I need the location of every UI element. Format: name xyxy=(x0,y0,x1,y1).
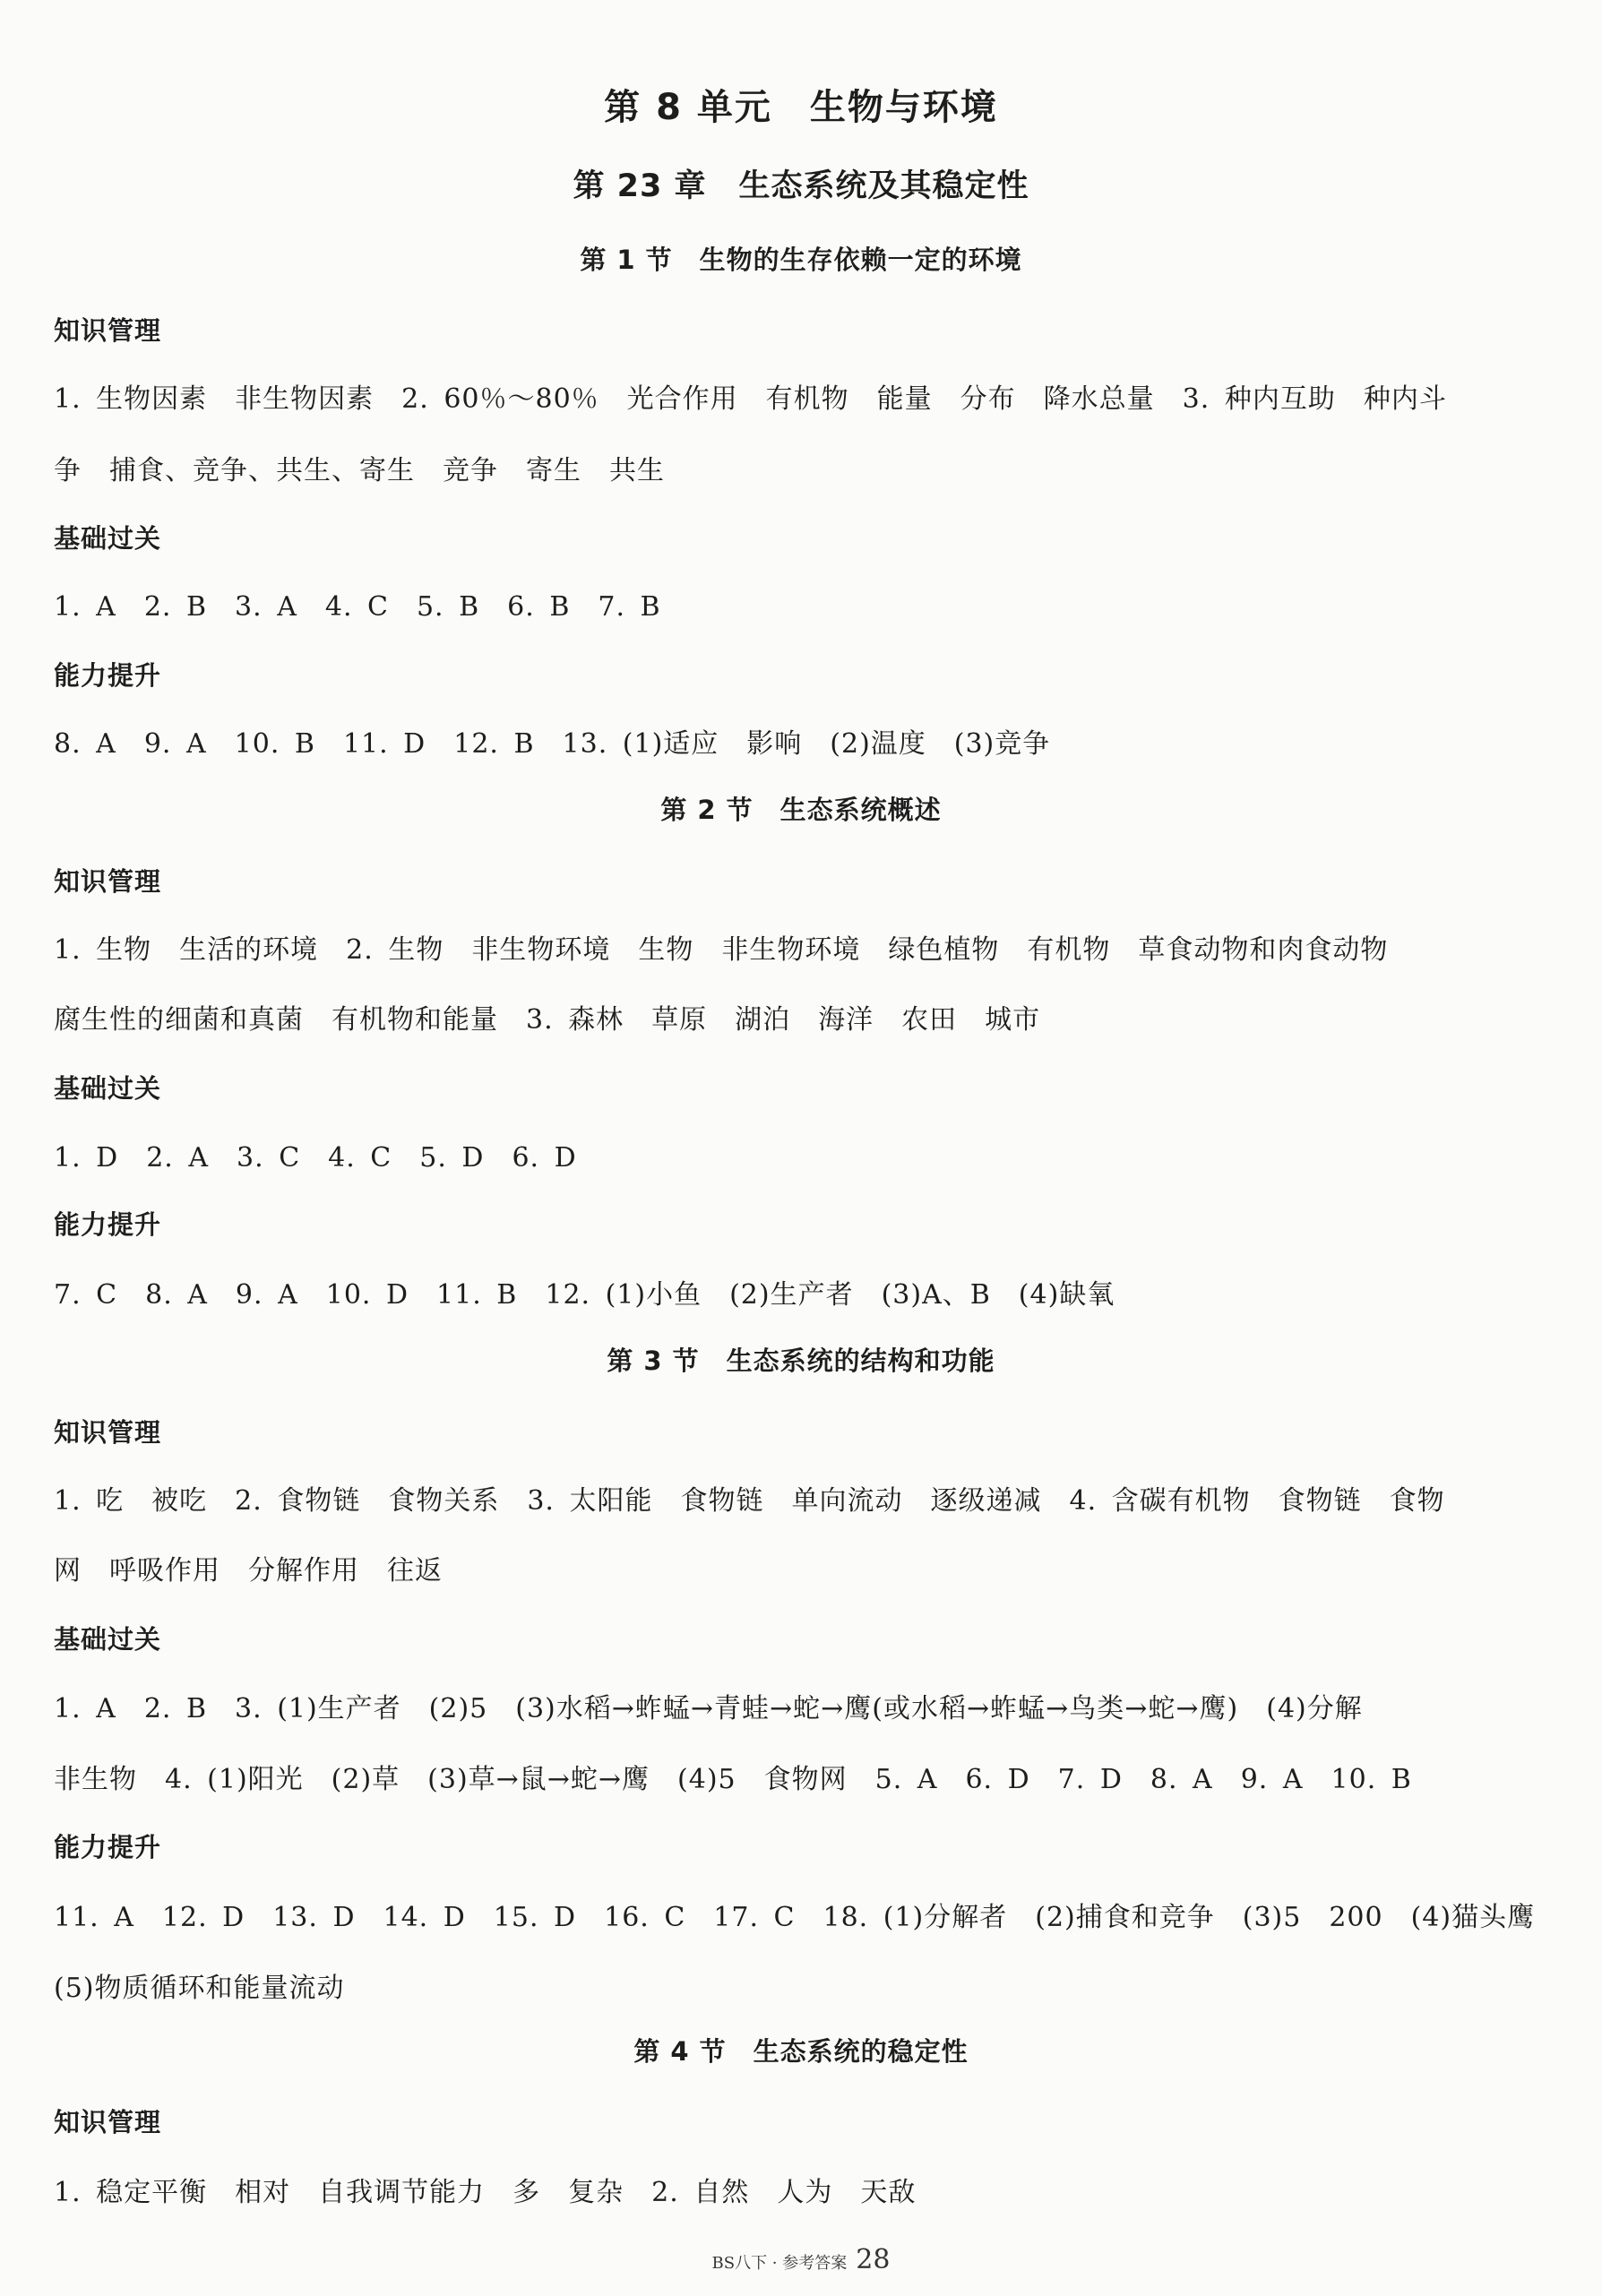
block-heading: 基础过关 xyxy=(54,1073,162,1104)
block-heading: 基础过关 xyxy=(54,523,162,554)
answer-line: 1. D 2. A 3. C 4. C 5. D 6. D xyxy=(54,1142,577,1174)
answer-line: 非生物 4. (1)阳光 (2)草 (3)草→鼠→蛇→鹰 (4)5 食物网 5. A 6. D 7. D 8. A 9. A 10. B xyxy=(54,1764,1412,1795)
answer-line: 8. A 9. A 10. B 11. D 12. B 13. (1)适应 影响 (2)温度 (3)竞争 xyxy=(54,728,1051,760)
answer-line: 11. A 12. D 13. D 14. D 15. D 16. C 17. C 18. (1)分解者 (2)捕食和竞争 (3)5 200 (4)猫头鹰 xyxy=(54,1902,1536,1933)
answer-line: 1. 稳定平衡 相对 自我调节能力 多 复杂 2. 自然 人为 天敌 xyxy=(54,2177,917,2208)
answer-line: 1. 吃 被吃 2. 食物链 食物关系 3. 太阳能 食物链 单向流动 逐级递减 4. 含碳有机物 食物链 食物 xyxy=(54,1485,1445,1517)
block-heading: 基础过关 xyxy=(54,1624,162,1655)
answer-line: 网 呼吸作用 分解作用 往返 xyxy=(54,1555,443,1587)
block-heading: 能力提升 xyxy=(54,1209,162,1240)
block-heading: 知识管理 xyxy=(54,315,162,346)
answer-line: 1. A 2. B 3. (1)生产者 (2)5 (3)水稻→蚱蜢→青蛙→蛇→鹰(或水稻→蚱蜢→鸟类→蛇→鹰) (4)分解 xyxy=(54,1693,1363,1724)
section-title: 第 2 节 生态系统概述 xyxy=(660,795,942,825)
answer-line: 争 捕食、竞争、共生、寄生 竞争 寄生 共生 xyxy=(54,455,665,486)
chapter-title: 第 23 章 生态系统及其稳定性 xyxy=(573,168,1029,204)
section-title: 第 3 节 生态系统的结构和功能 xyxy=(607,1346,995,1376)
page-number: 28 xyxy=(856,2244,891,2275)
block-heading: 知识管理 xyxy=(54,866,162,897)
answer-line: 1. 生物因素 非生物因素 2. 60％～80％ 光合作用 有机物 能量 分布 降水总量 3. 种内互助 种内斗 xyxy=(54,383,1447,415)
block-heading: 知识管理 xyxy=(54,1417,162,1448)
section-title: 第 4 节 生态系统的稳定性 xyxy=(633,2036,969,2067)
answer-line: 7. C 8. A 9. A 10. D 11. B 12. (1)小鱼 (2)生产者 (3)A、B (4)缺氧 xyxy=(54,1279,1115,1311)
block-heading: 能力提升 xyxy=(54,660,162,691)
footer-label: BS八下 · 参考答案 xyxy=(711,2254,848,2273)
answer-line: 1. 生物 生活的环境 2. 生物 非生物环境 生物 非生物环境 绿色植物 有机物 草食动物和肉食动物 xyxy=(54,934,1389,966)
block-heading: 能力提升 xyxy=(54,1832,162,1862)
unit-title: 第 8 单元 生物与环境 xyxy=(604,87,998,128)
block-heading: 知识管理 xyxy=(54,2107,162,2137)
answer-line: (5)物质循环和能量流动 xyxy=(54,1973,345,2004)
answer-line: 腐生性的细菌和真菌 有机物和能量 3. 森林 草原 湖泊 海洋 农田 城市 xyxy=(54,1004,1041,1036)
section-title: 第 1 节 生物的生存依赖一定的环境 xyxy=(580,245,1022,275)
page-footer xyxy=(0,2244,1602,2275)
answer-line: 1. A 2. B 3. A 4. C 5. B 6. B 7. B xyxy=(54,591,661,623)
